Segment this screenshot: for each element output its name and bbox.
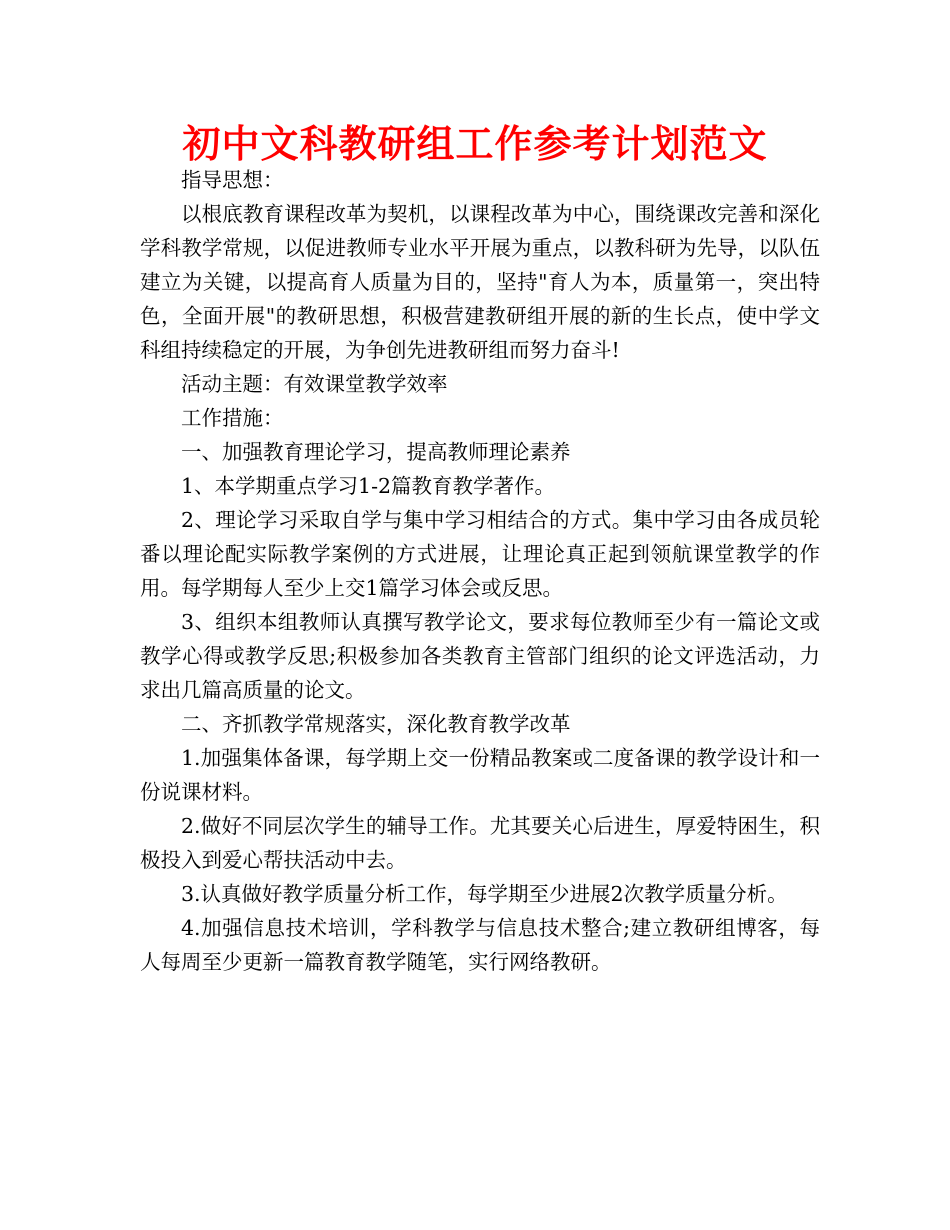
paragraph: 指导思想： (181, 168, 284, 192)
paragraph: 二、齐抓教学常规落实，深化教育教学改革 (181, 712, 571, 736)
paragraph: 2.做好不同层次学生的辅导工作。尤其要关心后进生，厚爱特困生，积极投入到爱心帮扶活动中去。 (140, 814, 820, 872)
paragraph: 3.认真做好教学质量分析工作，每学期至少进展2次教学质量分析。 (181, 882, 788, 906)
paragraph: 2、理论学习采取自学与集中学习相结合的方式。集中学习由各成员轮番以理论配实际教学案例的方式进展，让理论真正起到领航课堂教学的作用。每学期每人至少上交1篇学习体会或反思。 (140, 508, 820, 600)
paragraph: 一、加强教育理论学习，提高教师理论素养 (181, 440, 571, 464)
document-title: 初中文科教研组工作参考计划范文 (182, 122, 768, 166)
paragraph: 以根底教育课程改革为契机，以课程改革为中心，围绕课改完善和深化学科教学常规，以促进教师专业水平开展为重点，以教科研为先导，以队伍建立为关键，以提高育人质量为目的，坚持"育人为本，质量第一，突出特色，全面开展"的教研思想，积极营建教研组开展的新的生长点，使中学文科组持续稳定的开展，为争创先进教研组而努力奋斗! (140, 202, 820, 362)
paragraph: 活动主题：有效课堂教学效率 (181, 372, 448, 396)
paragraph: 1、本学期重点学习1-2篇教育教学著作。 (181, 474, 556, 498)
paragraph: 1.加强集体备课，每学期上交一份精品教案或二度备课的教学设计和一份说课材料。 (140, 746, 820, 804)
paragraph: 工作措施： (181, 406, 284, 430)
document-body (140, 163, 820, 979)
paragraph: 4.加强信息技术培训，学科教学与信息技术整合;建立教研组博客，每人每周至少更新一篇教育教学随笔，实行网络教研。 (140, 916, 820, 974)
paragraph: 3、组织本组教师认真撰写教学论文，要求每位教师至少有一篇论文或教学心得或教学反思;积极参加各类教育主管部门组织的论文评选活动，力求出几篇高质量的论文。 (140, 610, 820, 702)
